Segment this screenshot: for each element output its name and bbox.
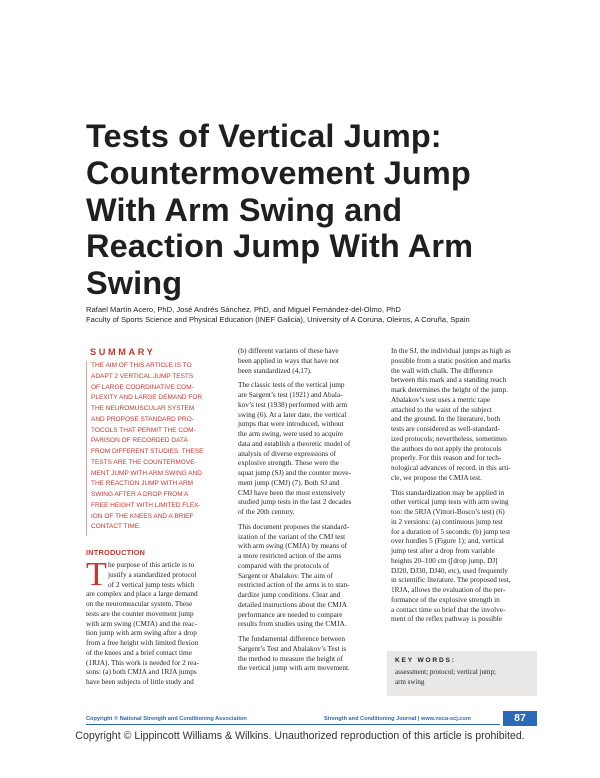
summary-line: ADAPT 2 VERTICAL JUMP TESTS <box>91 372 194 380</box>
text-line: (b) different variants of these have <box>238 346 339 355</box>
text-line: of 2 vertical jump tests which <box>108 579 195 589</box>
text-line: This document proposes the standard- <box>238 521 350 531</box>
text-line: in 2 versions: (a) continuous jump test <box>391 516 503 526</box>
text-line: from a free height with limited flexion <box>86 638 199 647</box>
text-line: the arm swing, were used to acquire <box>238 429 344 438</box>
text-line: the vertical jump with arm movement. <box>238 663 350 673</box>
summary-line: TESTS ARE THE COUNTERMOVE- <box>91 458 197 466</box>
text-line: detailed instructions about the CMJA <box>238 599 348 609</box>
author-names: Rafael Martín Acero, PhD, José Andrés Sánchez, PhD, and Miguel Fernández-del-Olmo, PhD <box>86 305 401 314</box>
text-line: compared with the protocols of <box>238 560 330 570</box>
summary-heading: SUMMARY <box>90 347 156 357</box>
body-column-2 <box>238 346 380 673</box>
drop-cap: T <box>86 556 107 593</box>
text-line: swing (6). At a later date, the vertical <box>238 409 347 419</box>
text-line: attached to the waist of the subject <box>391 404 492 414</box>
text-line: justify a standardized protocol <box>108 569 197 579</box>
text-line: with arm swing (CMJA) by means of <box>238 541 348 551</box>
summary-line: PLEXITY AND LARGE DEMAND FOR <box>91 394 203 402</box>
text-line: formance of the explosive strength in <box>391 594 500 604</box>
text-line: The classic tests of the vertical jump <box>238 380 345 390</box>
body-column-3 <box>391 346 537 624</box>
text-line: the wall with chalk. The difference <box>391 365 493 375</box>
text-line: ized protocols; nevertheless, sometimes <box>391 433 507 443</box>
text-line: jump test after a drop from variable <box>391 546 495 555</box>
author-block <box>86 305 566 325</box>
text-line: explosive strength. These were the <box>238 458 339 468</box>
summary-line: SWING AFTER A DROP FROM A <box>91 491 189 498</box>
text-line: have been subjects of little study and <box>86 677 194 686</box>
text-line: In the SJ, the individual jumps as high as <box>391 346 511 355</box>
text-line: and the ground. In the literature, both <box>391 414 501 424</box>
title-line: Tests of Vertical Jump: <box>86 118 442 154</box>
summary-line: TOCOLS THAT PERMIT THE COM- <box>91 426 196 434</box>
text-line: heights 20–100 cm ([drop jump, DJ] <box>391 555 498 565</box>
summary-line: THE NEUROMUSCULAR SYSTEM <box>91 405 195 412</box>
text-line: nological advances of record, in this arti- <box>391 463 511 472</box>
text-line: ment of the reflex pathway is possible <box>391 614 503 624</box>
keywords-box <box>387 651 537 696</box>
summary-line: MENT JUMP WITH ARM SWING AND <box>91 469 202 477</box>
summary-text <box>91 361 229 533</box>
summary-line: AND PROPOSE STANDARD PRO- <box>91 415 194 423</box>
text-line: Sargent or Abalakov. The aim of <box>238 570 333 580</box>
summary-line: THE AIM OF THIS ARTICLE IS TO <box>91 362 192 369</box>
text-line: too: the 5RJA (Vittori-Bosco’s test) (6) <box>391 507 505 516</box>
page-number: 87 <box>503 711 537 726</box>
summary-line: FROM DIFFERENT STUDIES. THESE <box>91 448 204 455</box>
title-line: Reaction Jump With Arm <box>86 228 474 265</box>
summary-line: CONTACT TIME. <box>91 523 141 531</box>
text-line: with arm swing (CMJA) and the reac- <box>86 618 198 628</box>
summary-line: FREE HEIGHT WITH LIMITED FLEX- <box>91 501 201 509</box>
text-line: DJ20, DJ30, DJ40, etc), used frequently <box>391 565 508 575</box>
text-line: studied jump tests in the last 2 decades <box>238 497 352 507</box>
keywords-heading: KEY WORDS: <box>395 657 456 664</box>
text-line: other vertical jump tests with arm swing <box>391 497 509 507</box>
text-line: sons: (a) both CMJA and 1RJA jumps <box>86 667 197 677</box>
author-affiliation: Faculty of Sports Science and Physical Education (INEF Galicia), University of A Coruna, Oleiros, A Coruña, Spain <box>86 315 470 325</box>
text-line: properly. For this reason and for tech- <box>391 453 502 463</box>
summary-line: OF LARGE COORDINATIVE COM- <box>91 383 194 391</box>
text-line: in scientific literature. The proposed test, <box>391 575 511 585</box>
text-line: CMJ have been the most extensively <box>238 487 346 497</box>
title-line: Countermovement Jump <box>86 154 471 191</box>
text-line: for a duration of 5 seconds; (b) jump test <box>391 526 511 536</box>
footer-journal: Strength and Conditioning Journal | www.nsca-scj.com <box>324 716 471 722</box>
summary-line: PARISON OF RECORDED DATA <box>91 437 188 445</box>
introduction-heading: INTRODUCTION <box>86 548 146 557</box>
article-title <box>86 118 556 302</box>
footer-copyright: Copyright © National Strength and Conditioning Association <box>86 716 247 722</box>
footer-rule <box>86 724 500 725</box>
text-line: between this mark and a standing reach <box>391 375 507 385</box>
text-line: on the neuromuscular system. These <box>86 599 193 608</box>
text-line: tion jump with arm swing after a drop <box>86 628 197 638</box>
text-line: jumps that were introduced, without <box>238 419 344 429</box>
keywords-text <box>395 667 535 687</box>
text-line: results from studies using the CMJA. <box>238 619 347 629</box>
text-line: tests are the counter movement jump <box>86 608 194 618</box>
text-line: restricted action of the arms is to stan- <box>238 580 350 590</box>
text-line: performance are needed to compare <box>238 609 343 619</box>
text-line: are complex and place a large demand <box>86 589 198 599</box>
text-line: Sargent’s Test and Abalakov’s Test is <box>238 643 347 653</box>
text-line: been standardized (4,17). <box>238 365 312 375</box>
text-line: kov’s test (1938) performed with arm <box>238 399 348 409</box>
keywords-line: arm swing <box>395 678 425 686</box>
text-line: the method to measure the height of <box>238 653 343 663</box>
text-line: ment jump (CMJ) (7). Both SJ and <box>238 477 340 487</box>
text-line: of the 20th century. <box>238 507 295 516</box>
text-line: are Sargent’s test (1921) and Abala- <box>238 390 343 399</box>
text-line: This standardization may be applied in <box>391 487 505 497</box>
text-line: (1RJA). This work is needed for 2 rea- <box>86 657 199 667</box>
summary-line: ION OF THE KNEES AND A BRIEF <box>91 512 194 520</box>
text-line: of the knees and a brief contact time <box>86 647 192 657</box>
text-line: over hurdles 5 (Figure 1); and, vertical <box>391 536 504 546</box>
text-line: mark determines the height of the jump. <box>391 385 508 394</box>
text-line: data and establish a theoretic model of <box>238 438 351 448</box>
introduction-text <box>86 556 231 687</box>
text-line: 1RJA, allows the evaluation of the per- <box>391 585 506 594</box>
title-line: Swing <box>86 265 183 302</box>
text-line: cle, we propose the CMJA test. <box>391 472 482 482</box>
text-line: ization of the variant of the CMJ test <box>238 531 346 541</box>
text-line: possible from a static position and marks <box>391 355 511 365</box>
text-line: tests are considered as well-standard- <box>391 424 501 433</box>
text-line: The fundamental difference between <box>238 634 346 643</box>
text-line: squat jump (SJ) and the counter move- <box>238 468 352 477</box>
keywords-line: assessment; protocol; vertical jump; <box>395 668 496 676</box>
summary-line: THE REACTION JUMP WITH ARM <box>91 480 194 488</box>
text-line: dardize jump conditions. Clear and <box>238 590 341 599</box>
title-line: With Arm Swing and <box>86 191 403 228</box>
text-line: a contact time so brief that the involve- <box>391 604 506 614</box>
copyright-notice: Copyright © Lippincott Williams & Wilkins. Unauthorized reproduction of this article is prohibited. <box>75 730 525 742</box>
text-line: a more restricted action of the arms <box>238 551 342 560</box>
summary-box <box>86 361 230 536</box>
text-line: been applied in ways that have not <box>238 355 339 365</box>
text-line: the authors do not apply the protocols <box>391 443 502 453</box>
text-line: analysis of diverse expressions of <box>238 448 337 458</box>
text-line: he purpose of this article is to <box>108 560 195 569</box>
text-line: Abalakov’s test uses a metric tape <box>391 394 491 404</box>
